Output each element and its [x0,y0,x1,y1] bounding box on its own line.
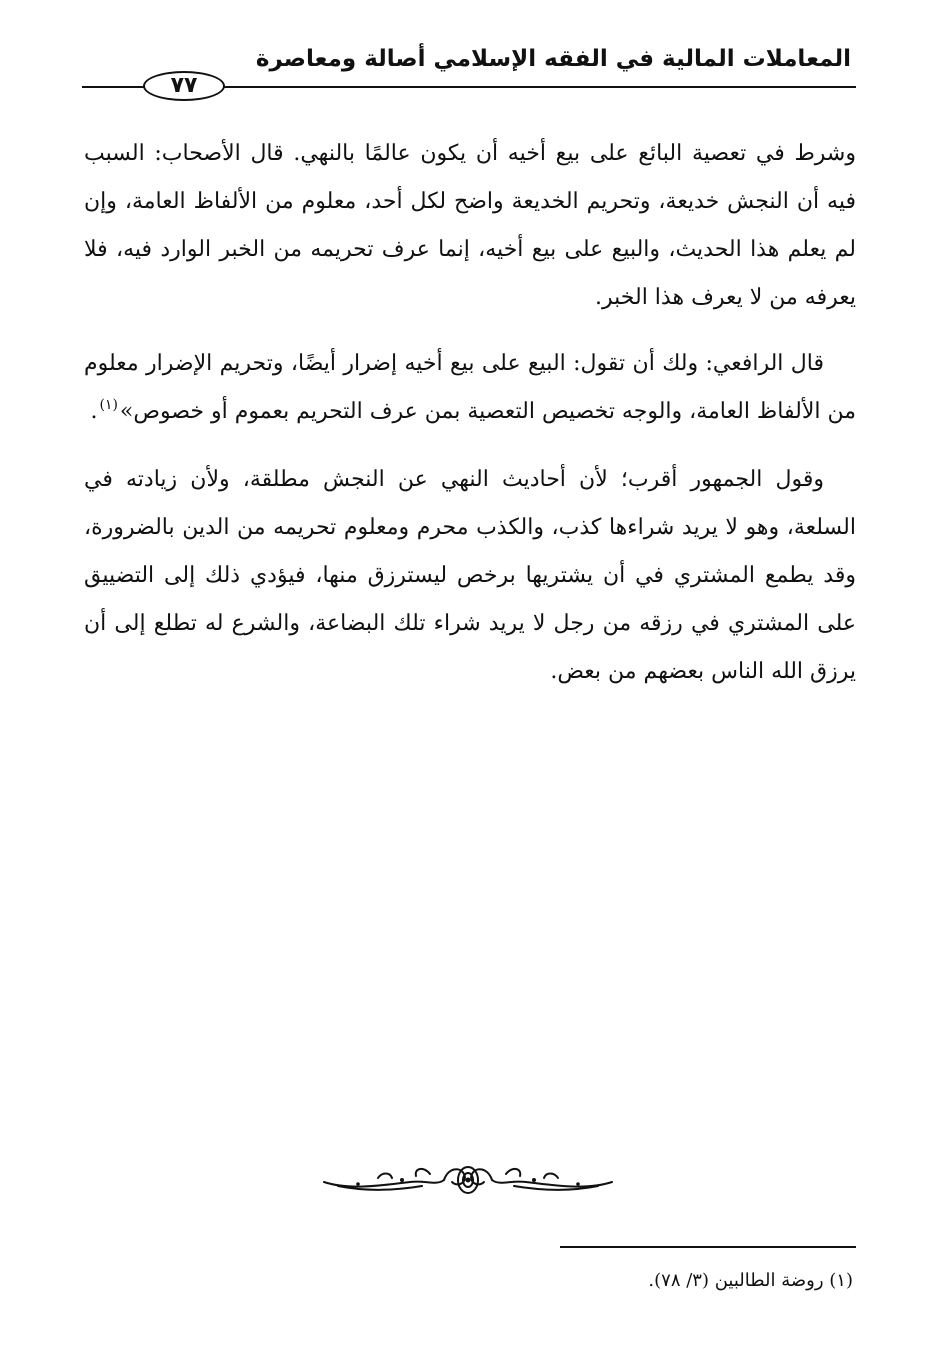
decorative-flourish-icon [318,1160,618,1200]
footnote-divider [560,1246,856,1248]
paragraph-3: وقول الجمهور أقرب؛ لأن أحاديث النهي عن النجش مطلقة، ولأن زيادته في السلعة، وهو لا يريد شراءها كذب، والكذب محرم ومعلوم تحريمه من الدين بالضرورة، وقد يطمع المشتري في أن يشتريها برخص ليسترزق منها، فيؤدي ذلك إلى التضييق على المشتري في رزقه من رجل لا يريد شراء تلك البضاعة، والشرع له تطلع إلى أن يرزق الله الناس بعضهم من بعض. [84,467,856,684]
paragraph-2-text: قال الرافعي: ولك أن تقول: البيع على بيع أخيه إضرار أيضًا، وتحريم الإضرار معلوم من الألفاظ العامة، والوجه تخصيص التعصية بمن عرف التحريم بعموم أو خصوص» [84,351,856,424]
footnote: (١) روضة الطالبين (٣/ ٧٨). [648,1270,853,1291]
main-text [84,130,856,714]
page-number-text: ٧٧ [170,73,198,98]
paragraph-1: وشرط في تعصية البائع على بيع أخيه أن يكون عالمًا بالنهي. قال الأصحاب: السبب فيه أن النجش خديعة، وتحريم الخديعة واضح لكل أحد، معلوم من الألفاظ العامة، وإن لم يعلم هذا الحديث، والبيع على بيع أخيه، إنما عرف تحريمه من الخبر الوارد فيه، فلا يعرفه من لا يعرف هذا الخبر. [84,141,856,310]
page-number [143,71,225,101]
running-header-title: المعاملات المالية في الفقه الإسلامي أصالة ومعاصرة [255,46,851,72]
footnote-reference: (١) [99,397,118,413]
paragraph-2-end: . [90,399,98,424]
paragraph-2 [84,340,856,438]
